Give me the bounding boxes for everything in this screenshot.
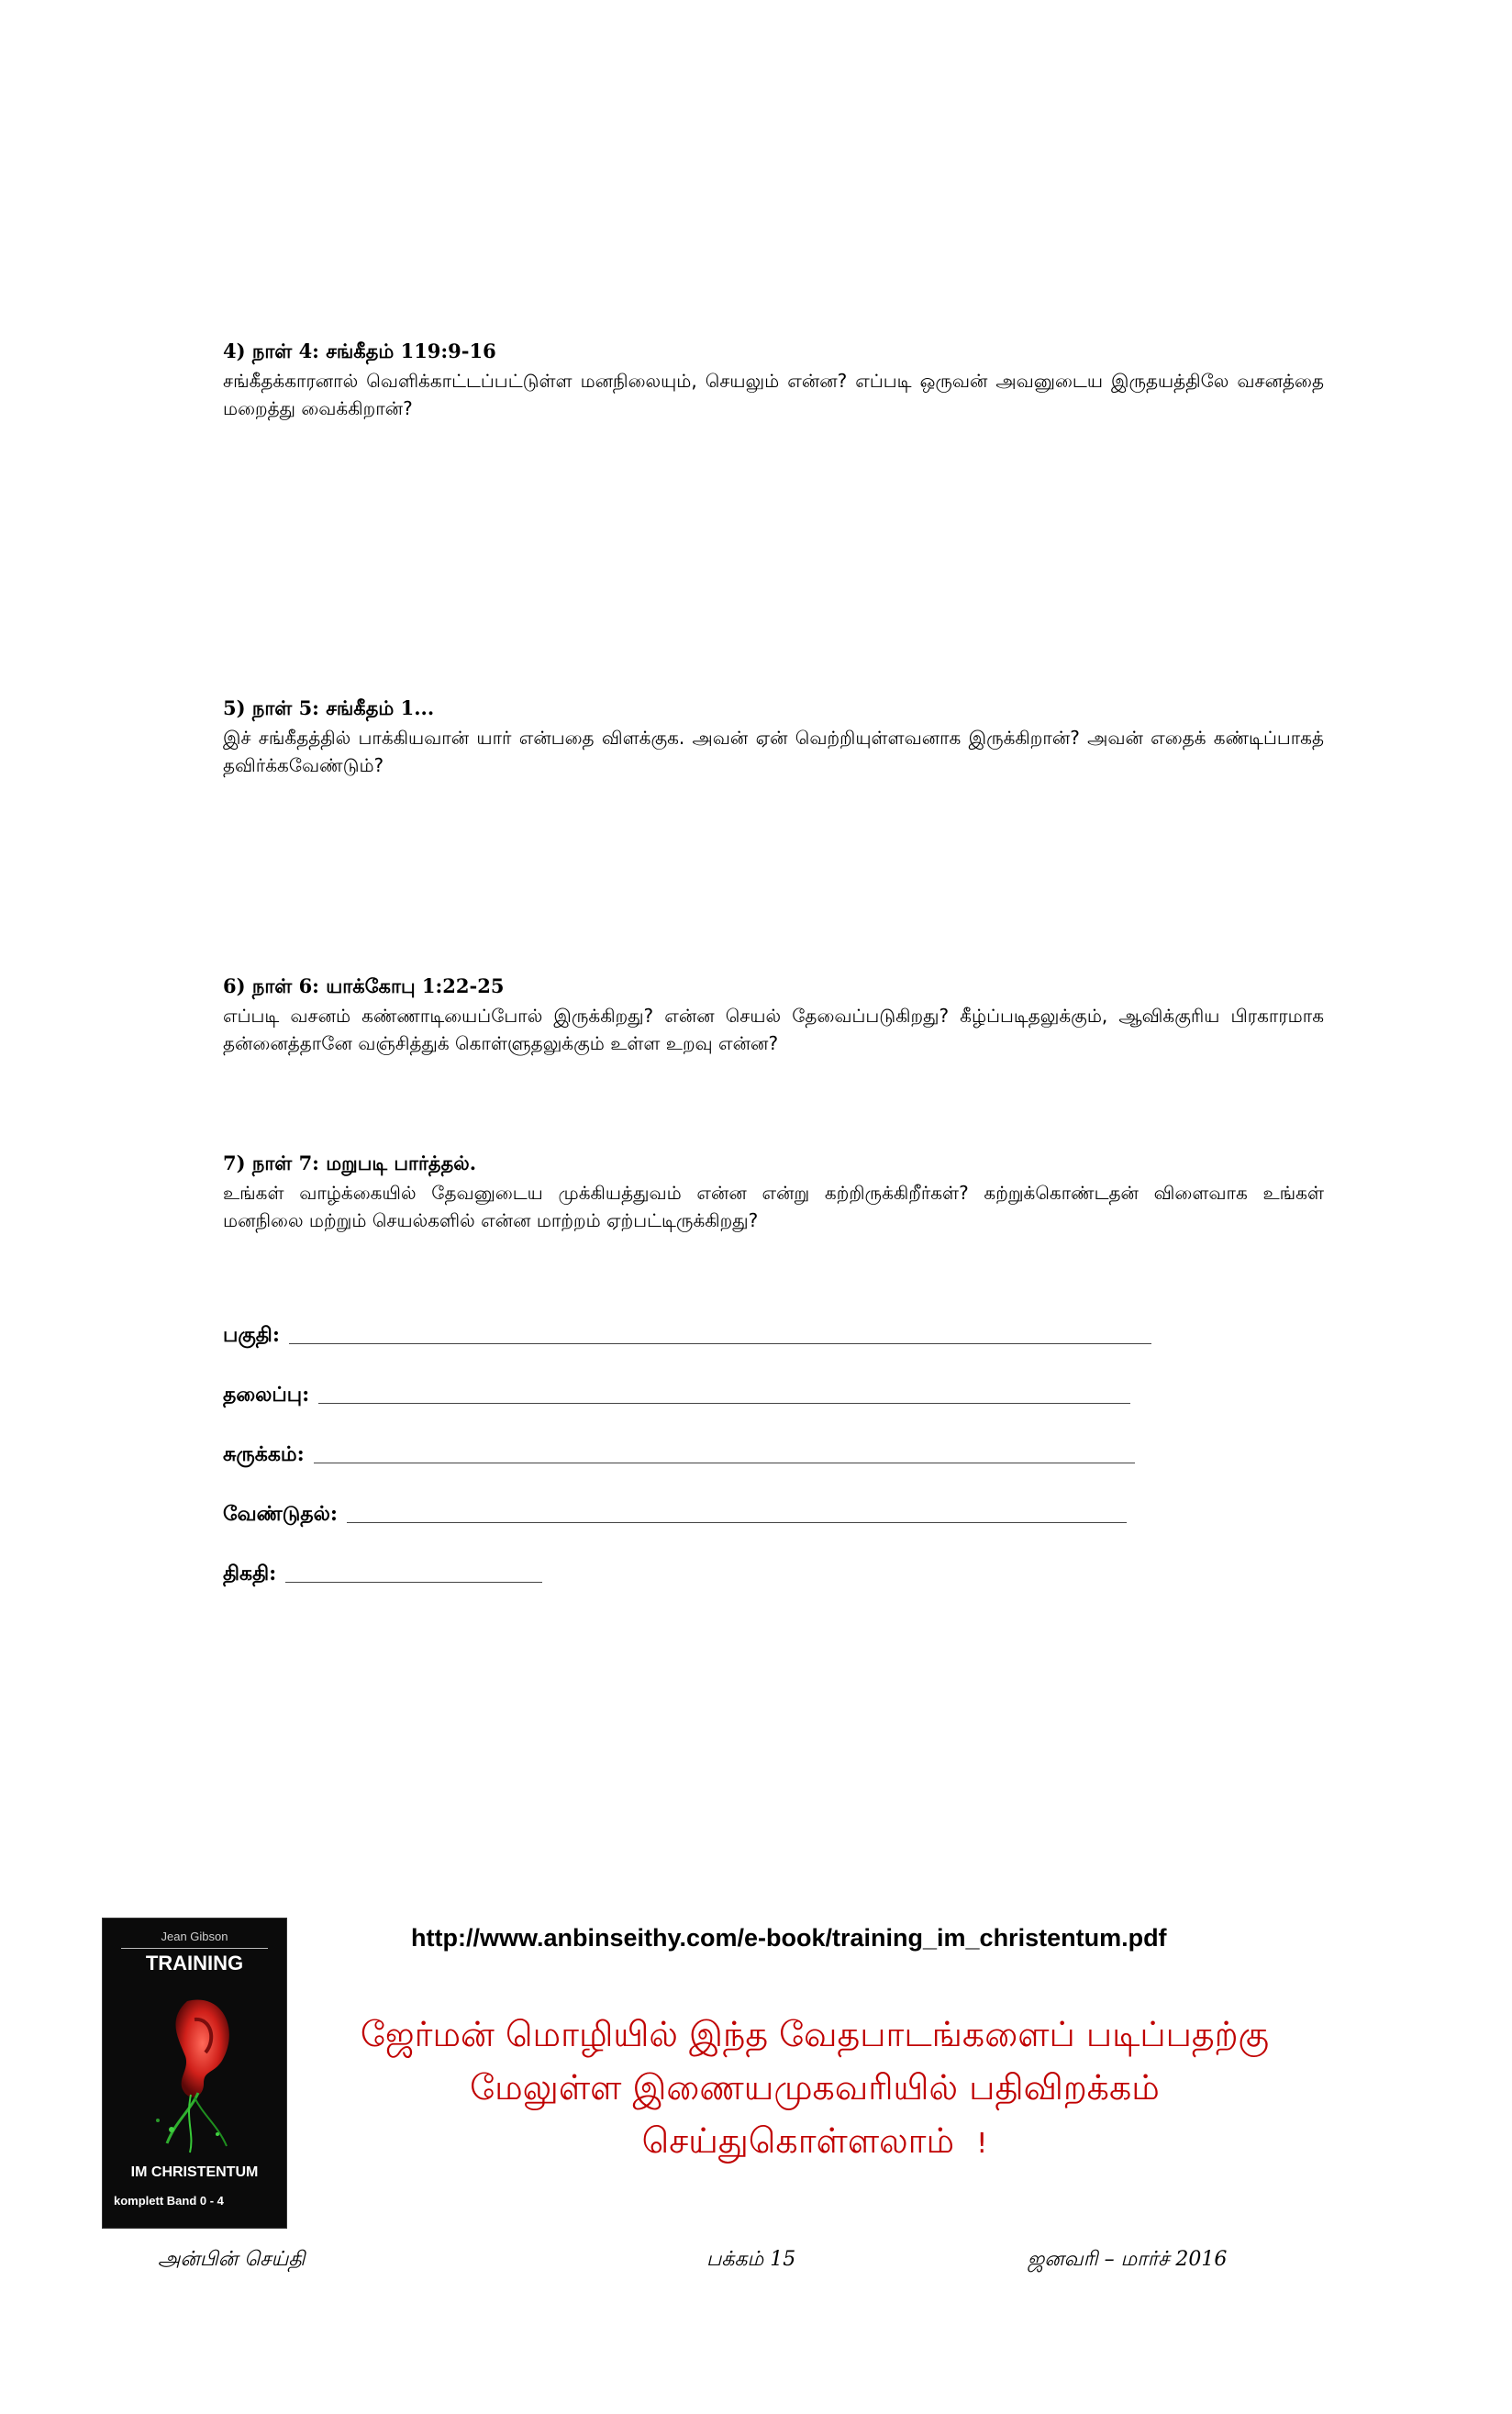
book-cover-image bbox=[102, 1918, 287, 2229]
promo-line bbox=[292, 2114, 1338, 2171]
question-5 bbox=[223, 695, 1324, 779]
fill-in-line[interactable] bbox=[289, 1323, 1151, 1344]
field-title bbox=[223, 1372, 1130, 1408]
ear-illustration-icon bbox=[103, 1983, 286, 2157]
book-edition: komplett Band 0 - 4 bbox=[114, 2194, 224, 2208]
divider bbox=[121, 1948, 268, 1949]
fill-in-line[interactable] bbox=[314, 1442, 1135, 1463]
fill-in-line[interactable] bbox=[318, 1383, 1130, 1404]
book-author: Jean Gibson bbox=[161, 1930, 228, 1943]
book-subtitle: IM CHRISTENTUM bbox=[130, 2164, 259, 2180]
field-prayer bbox=[223, 1491, 1127, 1528]
question-heading: 4) நாள் 4: சங்கீதம் 119:9-16 bbox=[223, 339, 496, 362]
footer-publication: அன்பின் செய்தி bbox=[158, 2248, 306, 2271]
field-date bbox=[223, 1551, 542, 1587]
question-heading: 5) நாள் 5: சங்கீதம் 1... bbox=[223, 696, 435, 719]
fill-in-line[interactable] bbox=[285, 1562, 542, 1583]
promo-line-text: செய்துகொள்ளலாம் bbox=[641, 2120, 955, 2161]
question-4 bbox=[223, 338, 1324, 422]
fill-in-line[interactable] bbox=[347, 1502, 1127, 1523]
question-text: எப்படி வசனம் கண்ணாடியைப்போல் இருக்கிறது? என்ன செயல் தேவைப்படுகிறது? கீழ்ப்படிதலுக்கும், ஆவிக்குரிய பிரகாரமாக தன்னைத்தானே வஞ்சித்துக் கொள்ளுதலுக்கும் உள்ள உறவு என்ன? bbox=[223, 1005, 1324, 1054]
field-label: தலைப்பு: bbox=[223, 1383, 310, 1407]
promo-text bbox=[292, 2008, 1338, 2171]
question-heading: 7) நாள் 7: மறுபடி பார்த்தல். bbox=[223, 1151, 477, 1174]
book-title: TRAINING bbox=[145, 1952, 244, 1975]
field-label: பகுதி: bbox=[223, 1323, 280, 1347]
question-text: இச் சங்கீதத்தில் பாக்கியவான் யார் என்பதை விளக்குக. அவன் ஏன் வெற்றியுள்ளவனாக இருக்கிறான்? அவன் எதைக் கண்டிப்பாகத் தவிர்க்கவேண்டும்? bbox=[223, 727, 1324, 776]
footer-date: ஜனவரி – மார்ச் 2016 bbox=[1028, 2248, 1228, 2271]
promo-exclaim: ! bbox=[976, 2128, 988, 2160]
question-7 bbox=[223, 1150, 1324, 1234]
promo-line: ஜேர்மன் மொழியில் இந்த வேதபாடங்களைப் படிப்பதற்கு bbox=[360, 2014, 1270, 2054]
promo-line: மேலுள்ள இணையமுகவரியில் பதிவிறக்கம் bbox=[470, 2067, 1160, 2108]
footer-page-number: பக்கம் 15 bbox=[706, 2248, 796, 2271]
download-link[interactable]: http://www.anbinseithy.com/e-book/training_im_christentum.pdf bbox=[411, 1924, 1167, 1952]
question-heading: 6) நாள் 6: யாக்கோபு 1:22-25 bbox=[223, 974, 505, 997]
field-label: வேண்டுதல்: bbox=[223, 1502, 339, 1526]
question-text: உங்கள் வாழ்க்கையில் தேவனுடைய முக்கியத்துவம் என்ன என்று கற்றிருக்கிறீர்கள்? கற்றுக்கொண்டதன் விளைவாக உங்கள் மனநிலை மற்றும் செயல்களில் என்ன மாற்றம் ஏற்பட்டிருக்கிறது? bbox=[223, 1182, 1324, 1231]
field-label: சுருக்கம்: bbox=[223, 1442, 305, 1466]
field-summary bbox=[223, 1431, 1135, 1468]
field-section bbox=[223, 1312, 1151, 1349]
field-label: திகதி: bbox=[223, 1562, 277, 1585]
question-text: சங்கீதக்காரனால் வெளிக்காட்டப்பட்டுள்ள மனநிலையும், செயலும் என்ன? எப்படி ஒருவன் அவனுடைய இருதயத்திலே வசனத்தை மறைத்து வைக்கிறான்? bbox=[223, 370, 1324, 419]
question-6 bbox=[223, 973, 1324, 1057]
